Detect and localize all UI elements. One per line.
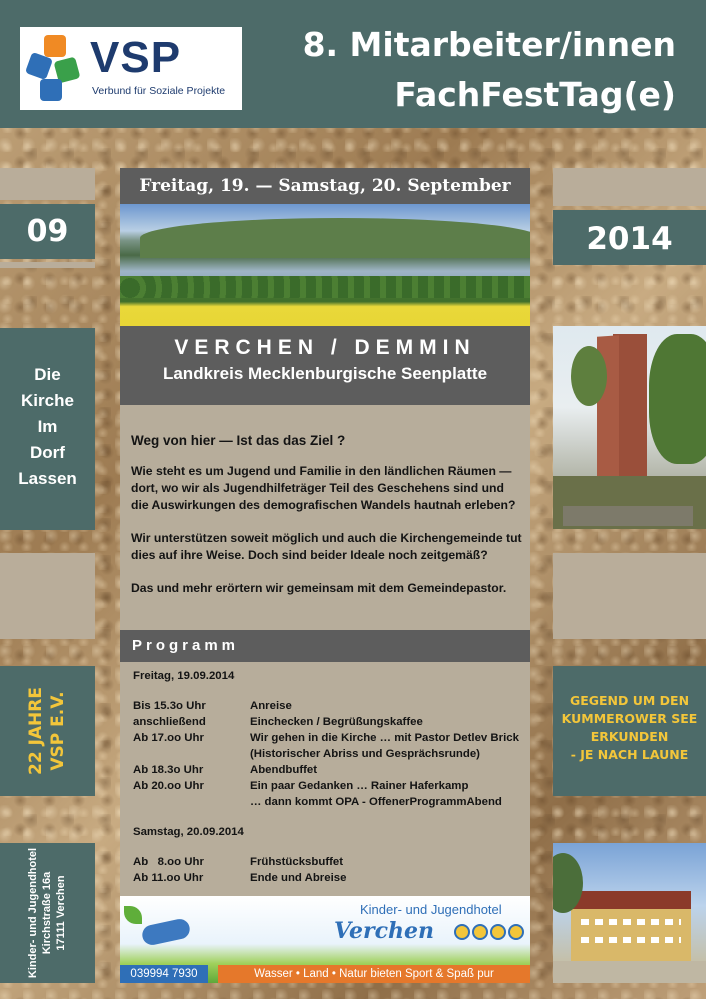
programm-activity: Ein paar Gedanken … Rainer Haferkamp (250, 780, 469, 792)
anniversary-box (0, 666, 95, 796)
right-motto-line: KUMMEROWER SEE (561, 711, 698, 726)
left-motto-line: Dorf (30, 443, 65, 462)
intro-paragraph: Wie steht es um Jugend und Familie in den ländlichen Räumen — dort, wo wir als Jugendhilfeträger Teil des Geschehens sind und die Auswirkungen des demografischen Wandels hautnah erleben? (131, 464, 516, 512)
church-photo (553, 326, 706, 529)
programm-row (133, 794, 525, 810)
event-title-line1: 8. Mitarbeiter/innen (302, 25, 676, 64)
programm-row (133, 870, 525, 886)
programm-row (133, 762, 525, 778)
intro-headline: Weg von hier — Ist das das Ziel ? (131, 433, 346, 448)
address-line: Kinder- und Jugendhotel (27, 847, 39, 979)
banner-line1: Kinder- und Jugendhotel (360, 902, 502, 917)
programm-time: Ab 18.3o Uhr (133, 764, 204, 776)
programm-time (133, 746, 250, 762)
programm-time: Ab 11.oo Uhr (133, 872, 204, 884)
right-motto-line: - JE NACH LAUNE (570, 747, 689, 762)
child-figure-icon (140, 917, 191, 947)
logo (20, 27, 242, 110)
location-district: Landkreis Mecklenburgische Seenplatte (162, 364, 488, 383)
programm-time: anschließend (133, 716, 206, 728)
programm-time: Ab 20.oo Uhr (133, 780, 204, 792)
leaf-icon (124, 906, 142, 924)
programm-day: Freitag, 19.09.2014 (133, 670, 235, 682)
right-beige-3 (553, 553, 706, 639)
programm-activity: … dann kommt OPA - OffenerProgrammAbend (250, 796, 502, 808)
event-title-line2: FachFestTag(e) (394, 75, 676, 114)
right-motto-box (553, 666, 706, 796)
hotel-banner (120, 896, 530, 983)
puzzle-logo-icon (26, 33, 90, 105)
banner-phone: 039994 7930 (120, 965, 208, 983)
star-rating-icon (508, 924, 524, 940)
left-beige-2 (0, 262, 95, 268)
programm-heading: Programm (120, 630, 530, 662)
left-motto (0, 328, 95, 530)
banner-hotel-name: Verchen (334, 918, 435, 944)
location-place: VERCHEN / DEMMIN (174, 336, 476, 359)
logo-fullname: Verbund für Soziale Projekte (92, 85, 226, 97)
date-right: 2014 (553, 210, 706, 265)
left-motto-line: Die (34, 365, 61, 384)
programm-time: Ab 8.oo Uhr (133, 856, 204, 868)
address-text (26, 848, 68, 978)
anniversary-line: VSP E.V. (48, 691, 68, 771)
landscape-photo (120, 204, 530, 326)
programm-row (133, 746, 525, 762)
programm-activity: Wir gehen in die Kirche … mit Pastor Detlev Brick (250, 732, 519, 744)
right-motto-line: ERKUNDEN (590, 729, 669, 744)
anniversary-line: 22 JAHRE (26, 687, 46, 775)
programm-time (133, 794, 250, 810)
intro-paragraph: Wir unterstützen soweit möglich und auch die Kirchengemeinde tut dies auf ihre Weise. Doch sind beider Ideale noch zeitgemäß? (131, 531, 522, 562)
programm-activity: Abendbuffet (250, 764, 318, 776)
rating-icons (454, 924, 524, 944)
left-beige-3 (0, 553, 95, 639)
star-rating-icon (472, 924, 488, 940)
programm-time: Bis 15.3o Uhr (133, 700, 206, 712)
programm-row (133, 854, 525, 870)
programm-row (133, 714, 525, 730)
intro-text (131, 432, 523, 597)
intro-paragraph: Das und mehr erörtern wir gemeinsam mit dem Gemeindepastor. (131, 581, 507, 595)
left-beige-top (0, 168, 95, 200)
banner-slogan: Wasser • Land • Natur bieten Sport & Spaß pur (218, 965, 530, 983)
programm-activity: Einchecken / Begrüßungskaffee (250, 716, 423, 728)
location-bar (120, 326, 530, 405)
left-motto-line: Kirche (21, 391, 74, 410)
programm-activity: Anreise (250, 700, 292, 712)
programm-row (133, 778, 525, 794)
programm-activity: Frühstücksbuffet (250, 856, 344, 868)
programm-row (133, 698, 525, 714)
date-left: 09 (0, 204, 95, 259)
star-rating-icon (454, 924, 470, 940)
star-rating-icon (490, 924, 506, 940)
date-bar: Freitag, 19. — Samstag, 20. September (120, 168, 530, 204)
hotel-photo (553, 843, 706, 983)
programm-activity: Ende und Abreise (250, 872, 347, 884)
programm-list (133, 668, 525, 886)
address-line: 17111 Verchen (55, 875, 67, 951)
left-motto-line: Lassen (18, 469, 77, 488)
address-line: Kirchstraße 16a (41, 871, 53, 955)
right-beige-top (553, 168, 706, 206)
logo-abbr: VSP (90, 33, 182, 82)
left-motto-line: Im (37, 417, 58, 436)
programm-day: Samstag, 20.09.2014 (133, 826, 244, 838)
programm-time: Ab 17.oo Uhr (133, 732, 204, 744)
address-box (0, 843, 95, 983)
anniversary-text (25, 687, 69, 775)
programm-activity: (Historischer Abriss und Gesprächsrunde) (250, 748, 480, 760)
programm-row (133, 730, 525, 746)
right-motto-line: GEGEND UM DEN (569, 693, 690, 708)
